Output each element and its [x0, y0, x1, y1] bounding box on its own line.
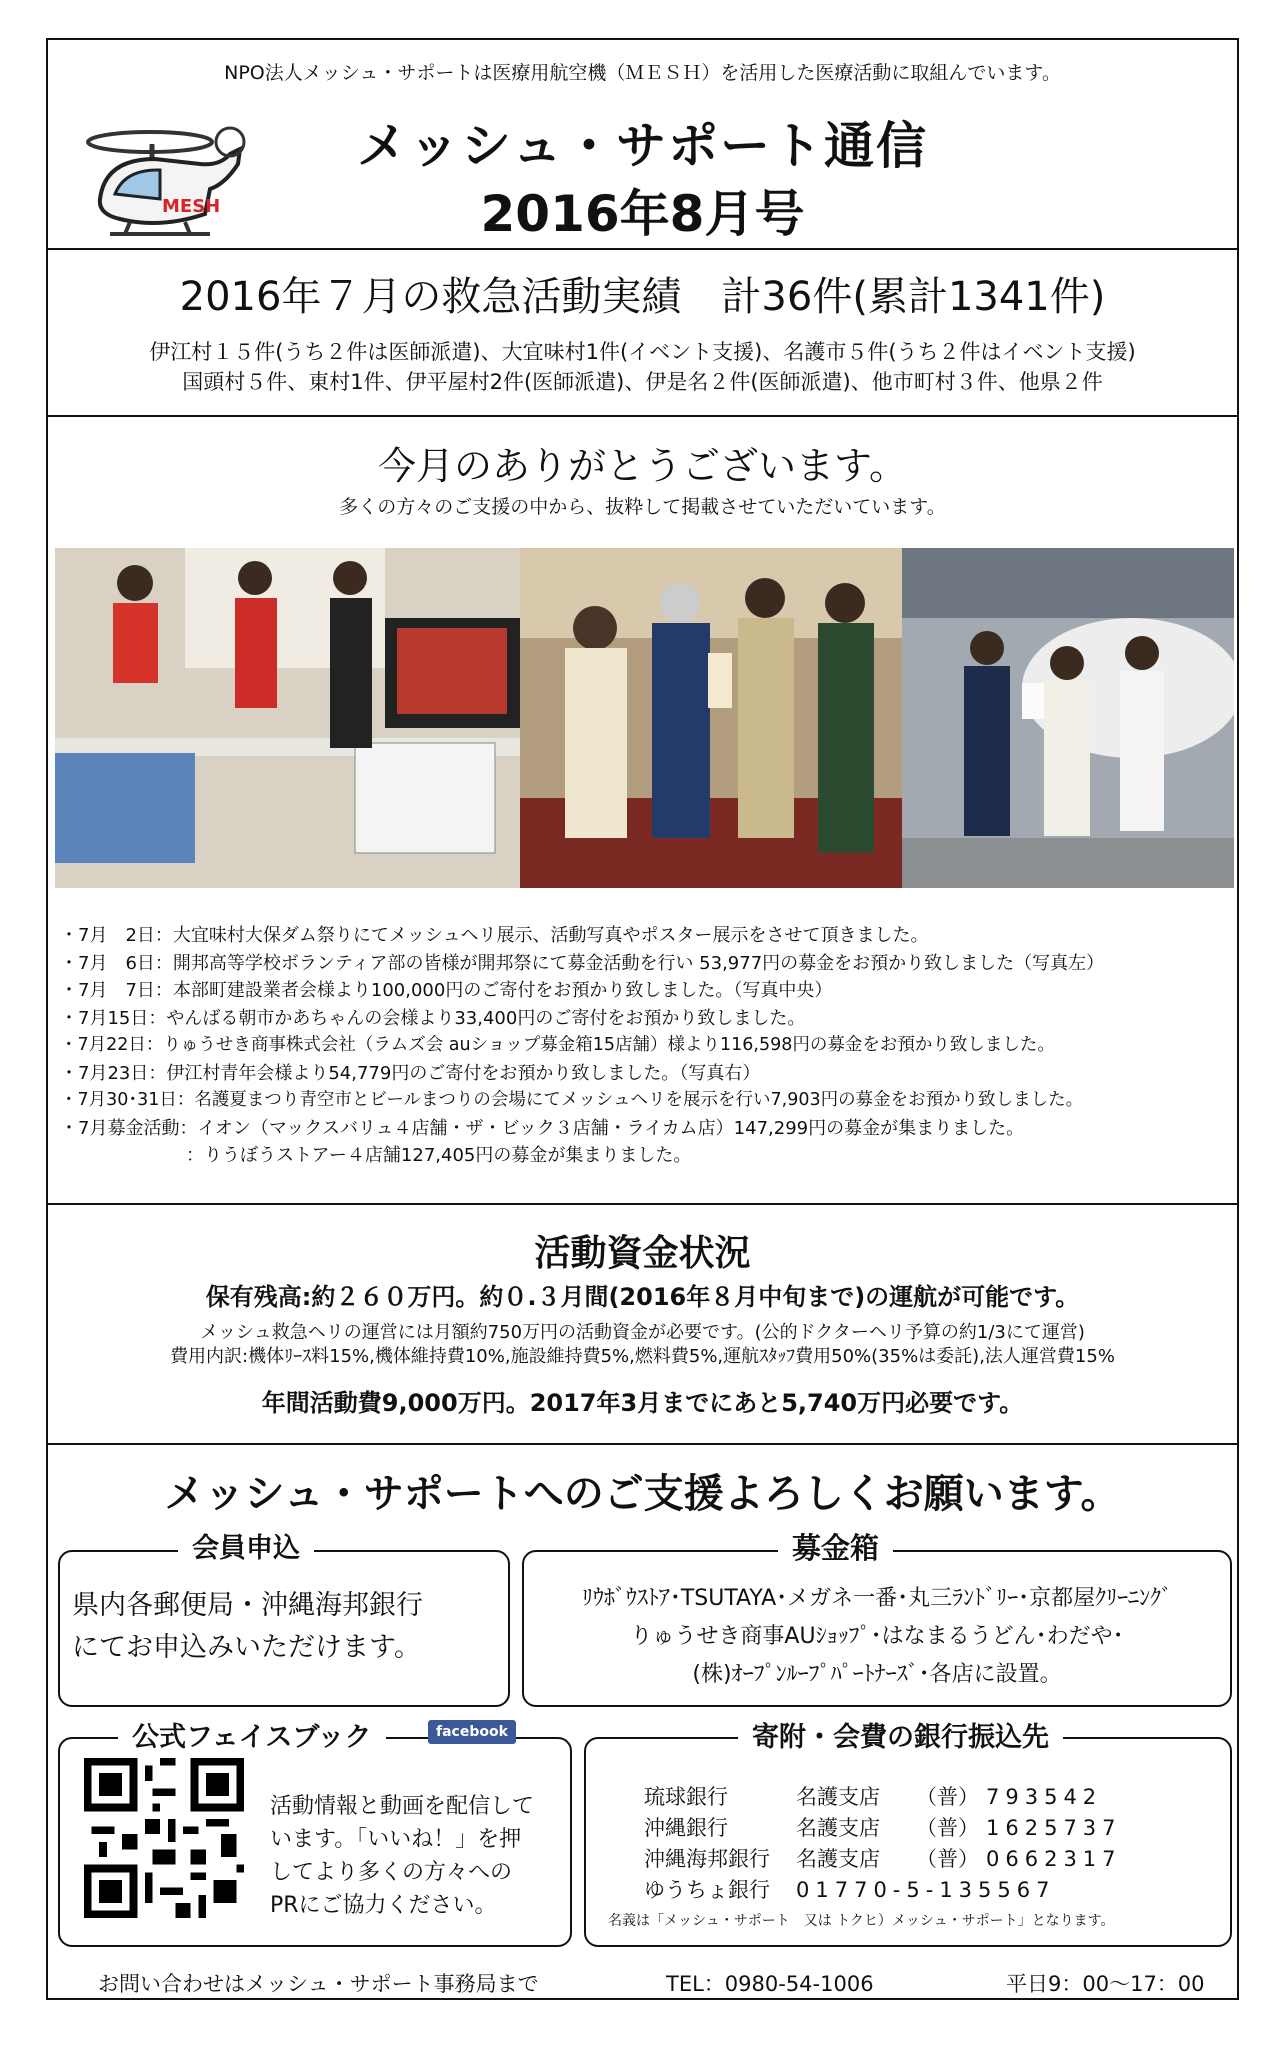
- bank-table: [644, 1782, 1122, 1906]
- bank-row: ゆうちょ銀行 01770-5-135567: [644, 1878, 1056, 1902]
- funds-note-1: メッシュ救急ヘリの運営には月額約750万円の活動資金が必要です。(公的ドクターヘリ予算の約1/3にて運営): [200, 1322, 1085, 1343]
- list-item: ・7月 6日：開邦高等学校ボランティア部の皆様が開邦祭にて募金活動を行い 53,977円の募金をお預かり致しました（写真左）: [60, 952, 1105, 974]
- support-title: メッシュ・サポートへのご支援よろしくお願います。: [164, 1471, 1121, 1517]
- funds-title: 活動資金状況: [534, 1233, 751, 1274]
- list-item: ・7月 2日：大宜味村大保ダム祭りにてメッシュヘリ展示、活動写真やポスター展示をさせて頂きました。: [60, 925, 929, 946]
- membership-title: 会員申込: [178, 1526, 314, 1565]
- divider: [48, 1443, 1237, 1445]
- divider: [48, 415, 1237, 417]
- bank-row: 琉球銀行 名護支店 （普） 793542: [644, 1785, 1103, 1809]
- activity-line-1: 伊江村１５件(うち２件は医師派遣)、大宜味村1件(イベント支援)、名護市５件(うち２件はイベント支援): [149, 340, 1136, 364]
- donation-title: 募金箱: [778, 1526, 893, 1567]
- list-item: ・7月 7日：本部町建設業者会様より100,000円のご寄付をお預かり致しました。（写真中央）: [60, 980, 833, 1001]
- list-item: ：りうぼうストアー４店舗127,405円の募金が集まりました。: [60, 1145, 692, 1166]
- photo-right: [902, 548, 1234, 888]
- bank-row: 沖縄海邦銀行 名護支店 （普） 0662317: [644, 1847, 1122, 1871]
- thanks-title: 今月のありがとうございます。: [378, 444, 907, 488]
- qr-code-icon[interactable]: [84, 1758, 244, 1918]
- divider: [48, 1203, 1237, 1205]
- thanks-list: [60, 922, 1230, 1170]
- footer-tel[interactable]: TEL：0980-54-1006: [666, 1972, 874, 1996]
- membership-text: 県内各郵便局・沖縄海邦銀行 にてお申込みいただけます。: [72, 1590, 423, 1663]
- funds-annual: 年間活動費9,000万円。2017年3月までにあと5,740万円必要です。: [261, 1389, 1024, 1417]
- divider: [48, 248, 1237, 250]
- facebook-text: 活動情報と動画を配信して います。「いいね！」を押 してより多くの方々への PRにご協力ください。: [270, 1794, 535, 1918]
- photo-left: [55, 548, 520, 888]
- svg-text:MESH: MESH: [162, 196, 221, 217]
- donation-text: ﾘｳﾎﾞｳｽﾄｱ･TSUTAYA･メガネ一番･丸三ﾗﾝﾄﾞﾘｰ･京都屋ｸﾘｰﾆﾝｸﾞ りゅうせき商事AUｼｮｯﾌﾟ･はなまるうどん･わだや･ (株)ｵｰﾌﾟﾝﾙｰﾌﾟﾊﾟｰﾄﾅｰｽﾞ･各店に設置。: [581, 1586, 1173, 1687]
- intro-text: NPO法人メッシュ・サポートは医療用航空機（ＭＥＳＨ）を活用した医療活動に取組んでいます。: [224, 62, 1061, 84]
- list-item: ・7月募金活動：イオン（マックスバリュ４店舗・ザ・ビック３店舗・ライカム店）147,299円の募金が集まりました。: [60, 1117, 1025, 1139]
- bank-note: 名義は「メッシュ・サポート 又は トクヒ）メッシュ・サポート」となります。: [608, 1913, 1115, 1929]
- thanks-subtitle: 多くの方々のご支援の中から、抜粋して掲載させていただいています。: [339, 496, 946, 518]
- activity-title: 2016年７月の救急活動実績 計36件(累計1341件): [179, 274, 1106, 320]
- facebook-badge-icon[interactable]: facebook: [428, 1720, 516, 1744]
- list-item: ・7月22日：りゅうせき商事株式会社（ラムズ会 auショップ募金箱15店舗）様より116,598円の募金をお預かり致しました。: [60, 1035, 1055, 1055]
- list-item: ・7月23日：伊江村青年会様より54,779円のご寄付をお預かり致しました。（写真右）: [60, 1062, 761, 1084]
- activity-line-2: 国頭村５件、東村1件、伊平屋村2件(医師派遣)、伊是名２件(医師派遣)、他市町村３件、他県２件: [182, 370, 1103, 394]
- footer: [98, 1968, 1205, 1998]
- issue-date: 2016年8月号: [480, 185, 805, 243]
- funds-balance: 保有残高:約２６０万円。約０.３月間(2016年８月中旬まで)の運航が可能です。: [205, 1283, 1080, 1311]
- photo-strip: [55, 548, 1234, 888]
- footer-hours: 平日9：00～17：00: [1006, 1972, 1205, 1996]
- bank-row: 沖縄銀行 名護支店 （普） 1625737: [644, 1816, 1122, 1840]
- bank-title: 寄附・会費の銀行振込先: [738, 1715, 1063, 1754]
- footer-contact: お問い合わせはメッシュ・サポート事務局まで: [98, 1972, 539, 1996]
- photo-center: [520, 548, 902, 888]
- funds-note-2: 費用内訳:機体ﾘｰｽ料15%,機体維持費10%,施設維持費5%,燃料費5%,運航ｽﾀｯﾌ費用50%(35%は委託),法人運営費15%: [170, 1346, 1115, 1367]
- list-item: ・7月30･31日：名護夏まつり青空市とビールまつりの会場にてメッシュヘリを展示を行い7,903円の募金をお預かり致しました。: [60, 1090, 1084, 1110]
- facebook-title: 公式フェイスブック: [118, 1715, 386, 1754]
- newsletter-page: [46, 38, 1239, 2000]
- list-item: ・7月15日：やんばる朝市かあちゃんの会様より33,400円のご寄付をお預かり致しました。: [60, 1007, 806, 1029]
- newsletter-title: メッシュ・サポート通信: [357, 117, 928, 175]
